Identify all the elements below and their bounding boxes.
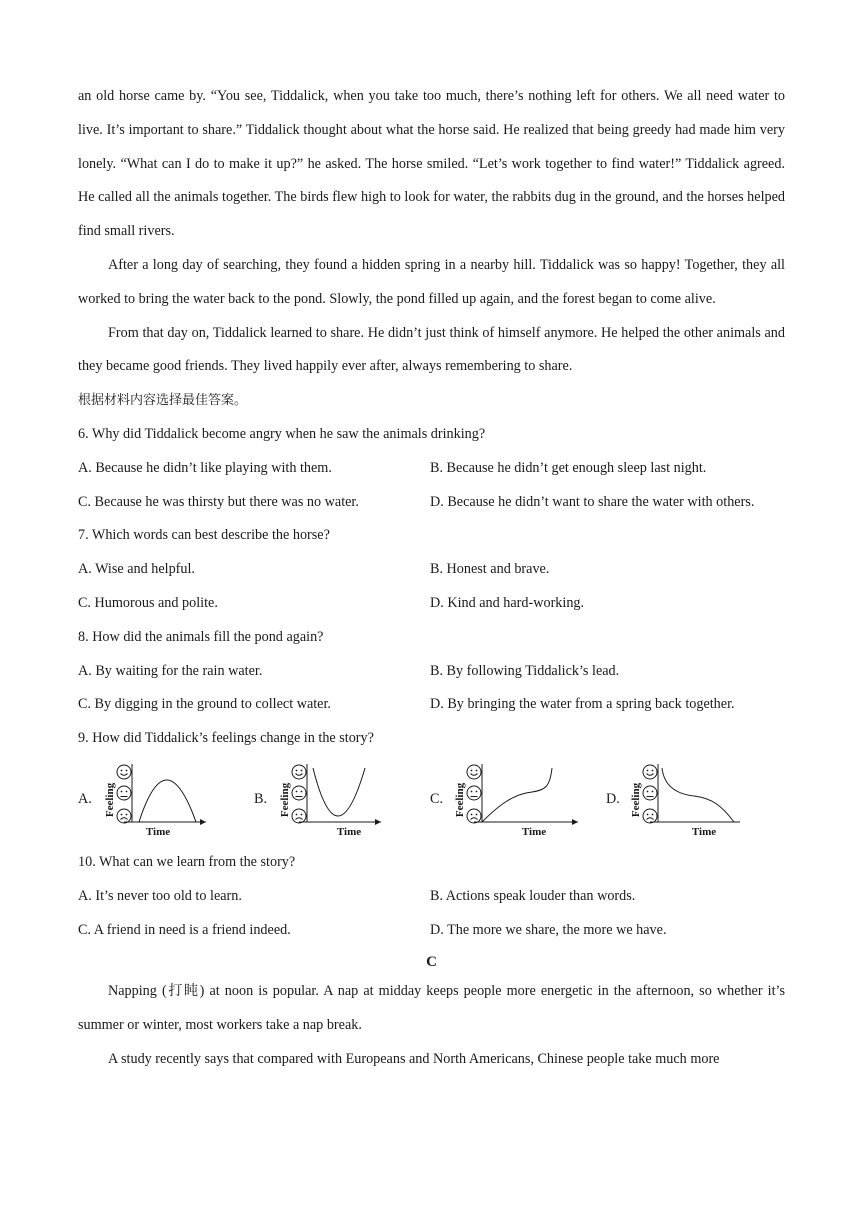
story-paragraph-3: From that day on, Tiddalick learned to share. He didn’t just think of himself anymore. He helped the other animals and they became good friends. They lived happily ever after, always remembering to share. bbox=[78, 324, 785, 375]
question-6-option-a: A. Because he didn’t like playing with them. bbox=[78, 459, 332, 476]
question-10-option-b: B. Actions speak louder than words. bbox=[430, 887, 636, 904]
question-6-option-c: C. Because he was thirsty but there was no water. bbox=[78, 493, 359, 510]
x-axis-label: Time bbox=[145, 825, 171, 838]
question-7-options-row-1 bbox=[78, 553, 785, 587]
option-label: D. bbox=[606, 790, 620, 807]
x-axis-label: Time bbox=[336, 825, 362, 838]
question-7: 7. Which words can best describe the horse? bbox=[78, 527, 330, 544]
option-label: A. bbox=[78, 790, 92, 807]
question-6-options-row-2 bbox=[78, 486, 785, 520]
story-paragraph-1: an old horse came by. “You see, Tiddalick, when you take too much, there’s nothing left for others. We all need water to live. It’s important to share.” Tiddalick thought about what the horse said. He realized that being greedy had made him very lonely. “What can I do to make it up?” he asked. The horse smiled. “Let’s work together to find water!” Tiddalick agreed. He called all the animals together. The birds flew high to look for water, the rabbits dug in the ground, and the horses helped find small rivers. bbox=[78, 88, 785, 240]
question-8-option-c: C. By digging in the ground to collect water. bbox=[78, 696, 331, 713]
question-8-options-row-1 bbox=[78, 655, 785, 689]
feeling-graph-fall bbox=[622, 764, 762, 848]
question-10-option-c: C. A friend in need is a friend indeed. bbox=[78, 921, 291, 938]
option-label: B. bbox=[254, 790, 268, 807]
section-heading: C bbox=[426, 954, 437, 971]
question-10-options-row-2 bbox=[78, 914, 785, 948]
y-axis-label: Feeling bbox=[630, 782, 642, 818]
question-6-option-d: D. Because he didn’t want to share the water with others. bbox=[430, 493, 755, 510]
question-7-option-b: B. Honest and brave. bbox=[430, 561, 550, 578]
question-8: 8. How did the animals fill the pond again? bbox=[78, 628, 324, 645]
y-axis-label: Feeling bbox=[454, 782, 466, 818]
question-9-option-d bbox=[606, 756, 776, 846]
feeling-graph-rise-fall bbox=[96, 764, 216, 848]
question-6-options-row-1 bbox=[78, 452, 785, 486]
document-page bbox=[78, 80, 785, 1077]
question-9-option-a bbox=[78, 756, 228, 846]
question-8-options-row-2 bbox=[78, 688, 785, 722]
x-axis-label: Time bbox=[521, 825, 547, 838]
question-9-graph-options bbox=[78, 756, 785, 846]
question-8-option-a: A. By waiting for the rain water. bbox=[78, 662, 263, 679]
question-10: 10. What can we learn from the story? bbox=[78, 853, 296, 870]
option-label: C. bbox=[430, 790, 444, 807]
feeling-graph-fall-rise bbox=[271, 764, 391, 848]
question-6-option-b: B. Because he didn’t get enough sleep last night. bbox=[430, 459, 707, 476]
question-9: 9. How did Tiddalick’s feelings change in the story? bbox=[78, 730, 374, 747]
y-axis-label: Feeling bbox=[104, 782, 116, 818]
question-8-option-d: D. By bringing the water from a spring back together. bbox=[430, 696, 735, 713]
question-9-option-b bbox=[254, 756, 414, 846]
story-paragraph-2: After a long day of searching, they found a hidden spring in a nearby hill. Tiddalick was so happy! Together, they all worked to bring the water back to the pond. Slowly, the pond filled up again, and the forest began to come alive. bbox=[78, 256, 785, 307]
question-9-option-c bbox=[430, 756, 590, 846]
question-7-options-row-2 bbox=[78, 587, 785, 621]
question-10-options-row-1 bbox=[78, 880, 785, 914]
passage-c-paragraph-1: Napping (打盹) at noon is popular. A nap at midday keeps people more energetic in the afternoon, so whether it’s summer or winter, most workers take a nap break. bbox=[78, 983, 785, 1034]
instruction-text: 根据材料内容选择最佳答案。 bbox=[78, 393, 248, 409]
question-7-option-c: C. Humorous and polite. bbox=[78, 594, 218, 611]
question-7-option-d: D. Kind and hard-working. bbox=[430, 594, 585, 611]
feeling-graph-rise bbox=[446, 764, 586, 848]
passage-c-paragraph-2: A study recently says that compared with Europeans and North Americans, Chinese people take much more bbox=[108, 1050, 720, 1067]
x-axis-label: Time bbox=[691, 825, 717, 838]
question-8-option-b: B. By following Tiddalick’s lead. bbox=[430, 662, 620, 679]
y-axis-label: Feeling bbox=[279, 782, 291, 818]
question-10-option-a: A. It’s never too old to learn. bbox=[78, 887, 242, 904]
question-7-option-a: A. Wise and helpful. bbox=[78, 561, 195, 578]
question-10-option-d: D. The more we share, the more we have. bbox=[430, 921, 667, 938]
question-6: 6. Why did Tiddalick become angry when he saw the animals drinking? bbox=[78, 425, 486, 442]
